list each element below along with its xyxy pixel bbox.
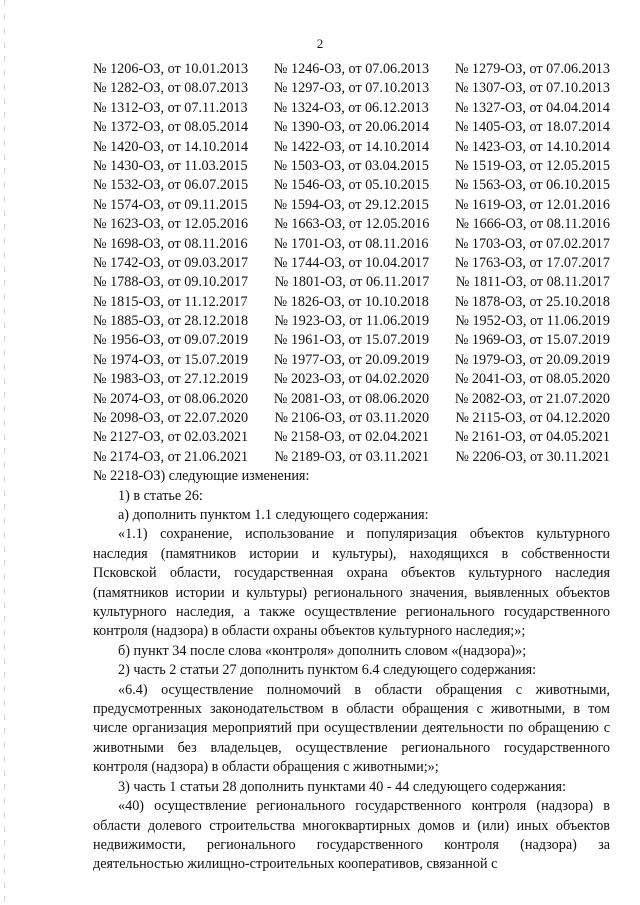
law-reference: № 1956-ОЗ, от 09.07.2019 xyxy=(93,332,249,349)
law-reference: № 2074-ОЗ, от 08.06.2020 xyxy=(93,390,249,407)
law-reference-row xyxy=(93,118,610,137)
law-reference: № 1698-ОЗ, от 08.11.2016 xyxy=(93,235,248,252)
law-reference: № 2106-ОЗ, от 03.11.2020 xyxy=(274,410,430,427)
law-reference-row xyxy=(93,428,610,447)
law-reference: № 1246-ОЗ, от 07.06.2013 xyxy=(273,61,430,77)
law-reference: № 1594-ОЗ, от 29.12.2015 xyxy=(273,196,429,213)
paragraph: «40) осуществление регионального государственного контроля (надзора) в области долевого строительства многоквартирных домов и (или) иных объектов недвижимости, регионального государственного контроля (надзора) за деятельностью жилищно-строительных кооперативов, связанной с xyxy=(93,798,610,873)
law-reference-row xyxy=(93,196,610,215)
law-reference-row xyxy=(93,138,610,157)
law-reference: № 1666-ОЗ, от 08.11.2016 xyxy=(455,216,610,233)
law-reference: № 1372-ОЗ, от 08.05.2014 xyxy=(93,119,249,136)
law-reference: № 1974-ОЗ, от 15.07.2019 xyxy=(93,351,249,368)
law-reference-row xyxy=(93,99,610,118)
law-reference: № 1744-ОЗ, от 10.04.2017 xyxy=(273,254,430,271)
law-reference: № 1703-ОЗ, от 07.02.2017 xyxy=(454,235,610,252)
law-reference: № 1312-ОЗ, от 07.11.2013 xyxy=(93,99,248,116)
law-reference-list-tail: № 2218-ОЗ) следующие изменения: xyxy=(93,468,310,485)
law-reference: № 1574-ОЗ, от 09.11.2015 xyxy=(93,196,248,213)
law-reference: № 1788-ОЗ, от 09.10.2017 xyxy=(93,274,249,291)
law-reference: № 1961-ОЗ, от 15.07.2019 xyxy=(273,332,430,349)
law-reference: № 1811-ОЗ, от 08.11.2017 xyxy=(455,274,610,291)
law-reference: № 1206-ОЗ, от 10.01.2013 xyxy=(93,61,249,77)
law-reference-row xyxy=(93,176,610,195)
law-reference-row xyxy=(93,351,610,370)
paragraph: «6.4) осуществление полномочий в области обращения с животными, предусмотренных законодательством в области обращения с животными, в том числе организация мероприятий при осуществлении деятельности по обращению с животными без владельцев, осуществление регионального государственного контроля (надзора) в области обращения с животными;»; xyxy=(93,681,610,776)
law-reference-row xyxy=(93,409,610,428)
law-reference-row xyxy=(93,215,610,234)
law-reference: № 1952-ОЗ, от 11.06.2019 xyxy=(455,313,610,330)
law-reference: № 2082-ОЗ, от 21.07.2020 xyxy=(454,390,610,407)
law-reference: № 1979-ОЗ, от 20.09.2019 xyxy=(454,351,610,368)
law-reference: № 1923-ОЗ, от 11.06.2019 xyxy=(274,313,430,330)
law-reference-row xyxy=(93,293,610,312)
page-number: 2 xyxy=(316,36,324,51)
law-reference: № 1983-ОЗ, от 27.12.2019 xyxy=(93,371,249,388)
law-reference: № 1282-ОЗ, от 08.07.2013 xyxy=(93,80,249,97)
law-reference: № 1519-ОЗ, от 12.05.2015 xyxy=(454,157,610,174)
law-reference-row xyxy=(93,312,610,331)
law-reference: № 2023-ОЗ, от 04.02.2020 xyxy=(273,371,430,388)
law-reference-row xyxy=(93,79,610,98)
law-reference: № 2174-ОЗ, от 21.06.2021 xyxy=(93,448,249,465)
law-reference: № 2081-ОЗ, от 08.06.2020 xyxy=(273,390,430,407)
paragraph: а) дополнить пунктом 1.1 следующего содержания: xyxy=(118,507,429,523)
law-reference: № 1885-ОЗ, от 28.12.2018 xyxy=(93,313,249,330)
law-reference: № 1623-ОЗ, от 12.05.2016 xyxy=(93,216,249,233)
law-reference-row xyxy=(93,60,610,79)
paragraph: б) пункт 34 после слова «контроля» дополнить словом «(надзора)»; xyxy=(118,642,527,659)
law-reference-row xyxy=(93,370,610,389)
scan-edge xyxy=(4,0,5,905)
law-reference-row xyxy=(93,235,610,254)
law-reference: № 1801-ОЗ, от 06.11.2017 xyxy=(274,274,430,291)
law-reference-row xyxy=(93,157,610,176)
law-reference-row xyxy=(93,448,610,467)
law-reference: № 2098-ОЗ, от 22.07.2020 xyxy=(93,410,249,427)
law-reference: № 1977-ОЗ, от 20.09.2019 xyxy=(273,351,430,368)
law-reference: № 1763-ОЗ, от 17.07.2017 xyxy=(454,254,610,271)
law-reference: № 1390-ОЗ, от 20.06.2014 xyxy=(273,119,430,136)
law-reference: № 1279-ОЗ, от 07.06.2013 xyxy=(454,61,610,77)
law-reference: № 1663-ОЗ, от 12.05.2016 xyxy=(274,216,430,233)
law-reference: № 1563-ОЗ, от 06.10.2015 xyxy=(454,177,610,194)
law-reference-row xyxy=(93,331,610,350)
law-reference: № 1826-ОЗ, от 10.10.2018 xyxy=(273,293,429,310)
law-reference: № 1405-ОЗ, от 18.07.2014 xyxy=(454,119,610,136)
law-reference: № 2161-ОЗ, от 04.05.2021 xyxy=(454,429,610,446)
law-reference: № 1422-ОЗ, от 14.10.2014 xyxy=(273,138,430,155)
law-reference: № 2127-ОЗ, от 02.03.2021 xyxy=(93,429,249,446)
law-reference: № 2189-ОЗ, от 03.11.2021 xyxy=(274,448,430,465)
law-reference: № 1430-ОЗ, от 11.03.2015 xyxy=(93,157,248,174)
law-reference: № 2206-ОЗ, от 30.11.2021 xyxy=(455,448,610,465)
law-reference: № 1324-ОЗ, от 06.12.2013 xyxy=(273,99,429,116)
law-reference: № 2041-ОЗ, от 08.05.2020 xyxy=(454,371,610,388)
law-reference: № 1815-ОЗ, от 11.12.2017 xyxy=(93,293,248,310)
law-reference: № 1307-ОЗ, от 07.10.2013 xyxy=(454,80,610,97)
law-reference: № 2115-ОЗ, от 04.12.2020 xyxy=(455,410,610,427)
law-reference-list xyxy=(93,60,610,467)
law-reference: № 1742-ОЗ, от 09.03.2017 xyxy=(93,254,249,271)
law-reference-row xyxy=(93,273,610,292)
law-reference: № 1297-ОЗ, от 07.10.2013 xyxy=(273,80,430,97)
law-reference: № 1701-ОЗ, от 08.11.2016 xyxy=(273,235,429,252)
document-body xyxy=(93,60,610,875)
law-reference: № 1503-ОЗ, от 03.04.2015 xyxy=(273,157,429,174)
law-reference: № 1420-ОЗ, от 14.10.2014 xyxy=(93,138,249,155)
law-reference: № 1619-ОЗ, от 12.01.2016 xyxy=(454,196,610,213)
law-reference: № 2158-ОЗ, от 02.04.2021 xyxy=(273,429,430,446)
law-reference: № 1423-ОЗ, от 14.10.2014 xyxy=(454,138,610,155)
paragraph: 2) часть 2 статьи 27 дополнить пунктом 6.4 следующего содержания: xyxy=(118,662,537,679)
law-reference: № 1969-ОЗ, от 15.07.2019 xyxy=(454,332,610,349)
law-reference-row xyxy=(93,390,610,409)
law-reference: № 1878-ОЗ, от 25.10.2018 xyxy=(454,293,610,310)
paragraph: «1.1) сохранение, использование и популяризация объектов культурного наследия (памятников истории и культуры), находящихся в собственности Псковской области, государственная охрана объектов культурного наследия (памятников истории и культуры) регионального значения, выявленных объектов культурного наследия, а также осуществление регионального государственного контроля (надзора) в области охраны объектов культурного наследия;»; xyxy=(93,526,610,640)
amendment-text xyxy=(93,487,610,875)
law-reference: № 1327-ОЗ, от 04.04.2014 xyxy=(454,99,610,116)
law-reference: № 1546-ОЗ, от 05.10.2015 xyxy=(273,177,430,194)
paragraph: 1) в статье 26: xyxy=(118,487,203,504)
law-reference: № 1532-ОЗ, от 06.07.2015 xyxy=(93,177,249,194)
law-reference-row xyxy=(93,254,610,273)
paragraph: 3) часть 1 статьи 28 дополнить пунктами 40 - 44 следующего содержания: xyxy=(118,778,566,795)
